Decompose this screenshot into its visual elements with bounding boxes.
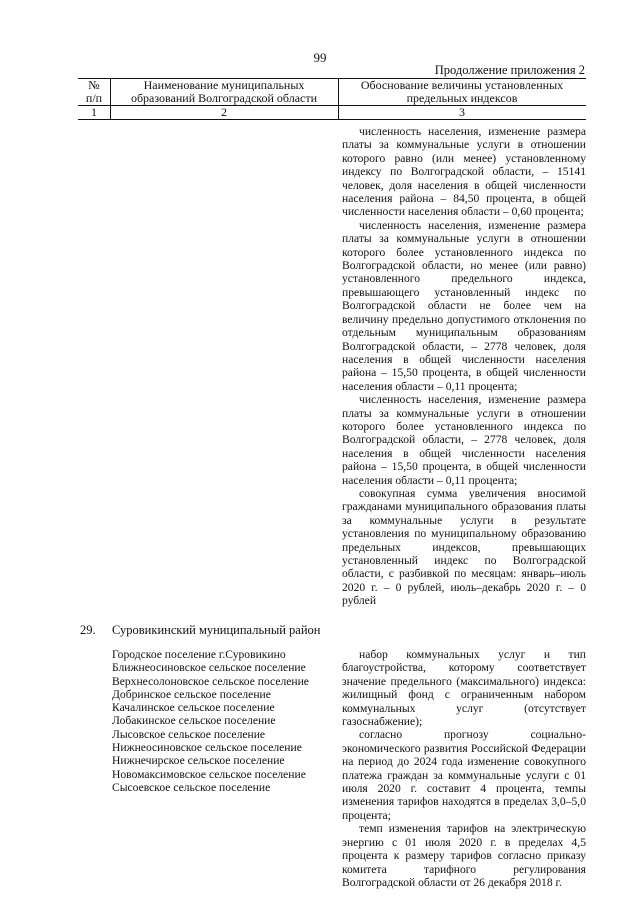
entry-title: Суровикинский муниципальный район bbox=[112, 623, 321, 637]
settlement-item: Верхнесолоновское сельское поселение bbox=[112, 674, 309, 688]
justification-paragraph: совокупная сумма увеличения вносимой гражданами муниципального образования платы за коммунальные услуги в результате установления по муниципальному образованию предельных индексов, превышающих установленный индекс по Волгоградской области, с разбивкой по месяцам: январь–июль 2020 г. – 0 рублей, июль–декабрь 2020 г. – 0 рублей bbox=[342, 486, 586, 608]
justification-paragraph: темп изменения тарифов на электрическую энергию с 01 июля 2020 г. в пределах 4,5 процента к размеру тарифов согласно приказу комитета тарифного регулирования Волгоградской области от 26 декабря 2018 г. bbox=[342, 822, 586, 889]
header-col3-line2: предельных индексов bbox=[406, 91, 518, 105]
entry-29-justification bbox=[342, 648, 586, 889]
settlement-item: Нижнеосиновское сельское поселение bbox=[112, 741, 302, 755]
header-num-2: 2 bbox=[221, 105, 227, 119]
header-col1-line1: № bbox=[88, 78, 100, 92]
header-col1-line2: п/п bbox=[85, 91, 103, 105]
header-num-1: 1 bbox=[91, 105, 97, 119]
header-col2-line2: образований Волгоградской области bbox=[130, 91, 318, 105]
settlement-list bbox=[112, 648, 337, 794]
settlement-item: Новомаксимовское сельское поселение bbox=[112, 767, 306, 781]
prev-entry-justification bbox=[342, 125, 586, 608]
settlement-item: Лысовское сельское поселение bbox=[112, 727, 266, 741]
table-header bbox=[78, 78, 586, 119]
justification-paragraph: численность населения, изменение размера платы за коммунальные услуги в отношении которого более установленного индекса по Волгоградской области, но менее (или равно) установленного предельного индекса, превышающего установленный индекс по Волгоградской области не более чем на величину предельно допустимого отклонения по отдельным муниципальным образованиям Волгоградской области, – 2778 человек, доля населения в общей численности населения района – 15,50 процента, в общей численности населения области – 0,11 процента; bbox=[342, 218, 586, 393]
entry-number: 29. bbox=[80, 623, 96, 637]
header-num-3: 3 bbox=[459, 105, 465, 119]
header-col3-line1: Обоснование величины установленных bbox=[360, 78, 564, 92]
settlement-item: Лобакинское сельское поселение bbox=[112, 714, 276, 728]
justification-paragraph: согласно прогнозу социально-экономического развития Российской Федерации на период до 2024 года изменение совокупного платежа граждан за коммунальные услуги с 01 июля 2020 г. составит 4 процента, темпы изменения тарифов находятся в пределах 3,0–5,0 процента; bbox=[342, 728, 586, 822]
header-bottom-rule bbox=[78, 119, 586, 120]
continuation-label: Продолжение приложения 2 bbox=[434, 63, 585, 77]
settlement-item: Сысоевское сельское поселение bbox=[112, 780, 271, 794]
header-col2-line1: Наименование муниципальных bbox=[143, 78, 305, 92]
justification-paragraph: численность населения, изменение размера платы за коммунальные услуги в отношении которого равно (или менее) установленному индексу по Волгоградской области, – 15141 человек, доля населения в общей численности населения района – 84,50 процента, в общей численности населения области – 0,60 процента; bbox=[342, 125, 586, 219]
settlement-item: Ближнеосиновское сельское поселение bbox=[112, 661, 306, 675]
settlement-item: Нижнечирское сельское поселение bbox=[112, 754, 285, 768]
justification-paragraph: набор коммунальных услуг и тип благоустройства, которому соответствует значение предельного (максимального) индекса: жилищный фонд с ограниченным набором коммунальных услуг (отсутствует газоснабжение); bbox=[342, 648, 586, 729]
page-number: 99 bbox=[313, 50, 327, 65]
settlement-item: Городское поселение г.Суровикино bbox=[112, 648, 286, 661]
settlement-item: Добринское сельское поселение bbox=[112, 687, 271, 701]
justification-paragraph: численность населения, изменение размера платы за коммунальные услуги в отношении которого более установленного индекса по Волгоградской области, – 2778 человек, доля населения в общей численности населения района – 15,50 процента, в общей численности населения области – 0,11 процента; bbox=[342, 393, 586, 487]
settlement-item: Качалинское сельское поселение bbox=[112, 701, 275, 715]
